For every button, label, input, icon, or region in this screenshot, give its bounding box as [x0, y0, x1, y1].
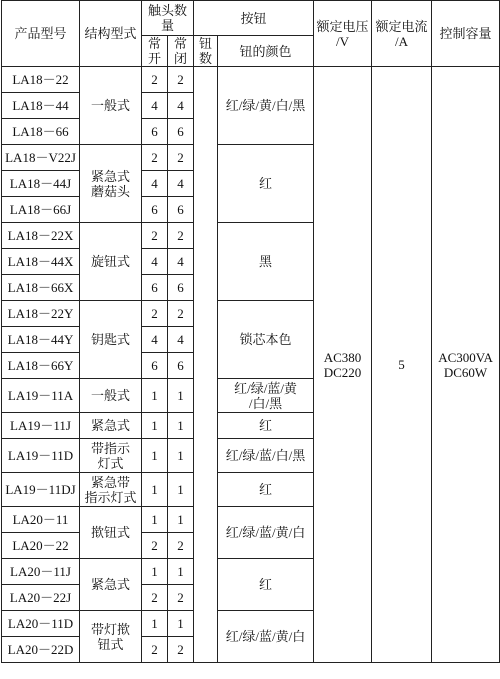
- nc-cell: 4: [168, 327, 194, 353]
- header-no: 常开: [142, 36, 168, 67]
- structure-cell: 旋钮式: [80, 223, 142, 301]
- nc-cell: 6: [168, 275, 194, 301]
- nc-cell: 6: [168, 353, 194, 379]
- no-cell: 1: [142, 559, 168, 585]
- header-button-color: 钮的颜色: [218, 36, 314, 67]
- model-cell: LA18－V22J: [2, 145, 80, 171]
- model-cell: LA18－66: [2, 119, 80, 145]
- color-cell: 红/绿/黄/白/黑: [218, 67, 314, 145]
- structure-cell: 一般式: [80, 67, 142, 145]
- header-voltage: 额定电压 /V: [314, 1, 372, 67]
- model-cell: LA18－44: [2, 93, 80, 119]
- nc-cell: 1: [168, 559, 194, 585]
- model-cell: LA19－11A: [2, 379, 80, 413]
- model-cell: LA20－22J: [2, 585, 80, 611]
- nc-cell: 6: [168, 197, 194, 223]
- model-cell: LA19－11D: [2, 439, 80, 473]
- nc-cell: 4: [168, 249, 194, 275]
- structure-cell: 带灯揿 钮式: [80, 611, 142, 663]
- structure-cell: 紧急式: [80, 559, 142, 611]
- color-cell: 红: [218, 473, 314, 507]
- no-cell: 2: [142, 145, 168, 171]
- model-cell: LA18－66J: [2, 197, 80, 223]
- header-current: 额定电流 /A: [372, 1, 432, 67]
- nc-cell: 2: [168, 585, 194, 611]
- model-cell: LA18－44X: [2, 249, 80, 275]
- model-cell: LA20－22: [2, 533, 80, 559]
- no-cell: 1: [142, 507, 168, 533]
- nc-cell: 1: [168, 413, 194, 439]
- no-cell: 6: [142, 353, 168, 379]
- nc-cell: 1: [168, 473, 194, 507]
- model-cell: LA18－44Y: [2, 327, 80, 353]
- nc-cell: 4: [168, 93, 194, 119]
- nc-cell: 6: [168, 119, 194, 145]
- structure-cell: 紧急式: [80, 413, 142, 439]
- header-model: 产品型号: [2, 1, 80, 67]
- no-cell: 4: [142, 171, 168, 197]
- nc-cell: 2: [168, 301, 194, 327]
- structure-cell: 带指示 灯式: [80, 439, 142, 473]
- no-cell: 4: [142, 327, 168, 353]
- no-cell: 1: [142, 413, 168, 439]
- nc-cell: 2: [168, 223, 194, 249]
- header-contacts: 触头数量: [142, 1, 194, 36]
- model-cell: LA20－11: [2, 507, 80, 533]
- model-cell: LA18－66Y: [2, 353, 80, 379]
- no-cell: 2: [142, 301, 168, 327]
- nc-cell: 1: [168, 379, 194, 413]
- nc-cell: 2: [168, 637, 194, 663]
- header-structure: 结构型式: [80, 1, 142, 67]
- model-cell: LA18－22Y: [2, 301, 80, 327]
- model-cell: LA18－22: [2, 67, 80, 93]
- no-cell: 1: [142, 379, 168, 413]
- nc-cell: 2: [168, 533, 194, 559]
- no-cell: 2: [142, 67, 168, 93]
- voltage-cell: AC380 DC220: [314, 67, 372, 663]
- header-button-count: 钮数: [194, 36, 218, 67]
- nc-cell: 2: [168, 145, 194, 171]
- header-button: 按钮: [194, 1, 314, 36]
- color-cell: 锁芯本色: [218, 301, 314, 379]
- structure-cell: 揿钮式: [80, 507, 142, 559]
- color-cell: 红: [218, 145, 314, 223]
- color-cell: 红/绿/蓝/黄/白: [218, 507, 314, 559]
- model-cell: LA18－22X: [2, 223, 80, 249]
- no-cell: 6: [142, 197, 168, 223]
- no-cell: 4: [142, 93, 168, 119]
- color-cell: 红/绿/蓝/黄 /白/黑: [218, 379, 314, 413]
- model-cell: LA20－22D: [2, 637, 80, 663]
- nc-cell: 1: [168, 611, 194, 637]
- model-cell: LA19－11J: [2, 413, 80, 439]
- no-cell: 6: [142, 119, 168, 145]
- nc-cell: 1: [168, 507, 194, 533]
- model-cell: LA20－11J: [2, 559, 80, 585]
- nc-cell: 1: [168, 439, 194, 473]
- no-cell: 4: [142, 249, 168, 275]
- no-cell: 2: [142, 533, 168, 559]
- no-cell: 2: [142, 223, 168, 249]
- no-cell: 1: [142, 611, 168, 637]
- color-cell: 红: [218, 413, 314, 439]
- nc-cell: 2: [168, 67, 194, 93]
- button-count-cell: [194, 67, 218, 663]
- header-capacity: 控制容量: [432, 1, 500, 67]
- structure-cell: 钥匙式: [80, 301, 142, 379]
- no-cell: 6: [142, 275, 168, 301]
- no-cell: 1: [142, 473, 168, 507]
- no-cell: 2: [142, 585, 168, 611]
- spec-table: [1, 0, 500, 663]
- model-cell: LA18－66X: [2, 275, 80, 301]
- no-cell: 1: [142, 439, 168, 473]
- structure-cell: 紧急带 指示灯式: [80, 473, 142, 507]
- structure-cell: 紧急式 蘑菇头: [80, 145, 142, 223]
- capacity-cell: AC300VA DC60W: [432, 67, 500, 663]
- structure-cell: 一般式: [80, 379, 142, 413]
- model-cell: LA19－11DJ: [2, 473, 80, 507]
- color-cell: 红/绿/蓝/白/黑: [218, 439, 314, 473]
- no-cell: 2: [142, 637, 168, 663]
- color-cell: 黑: [218, 223, 314, 301]
- nc-cell: 4: [168, 171, 194, 197]
- color-cell: 红: [218, 559, 314, 611]
- model-cell: LA20－11D: [2, 611, 80, 637]
- header-nc: 常闭: [168, 36, 194, 67]
- current-cell: 5: [372, 67, 432, 663]
- model-cell: LA18－44J: [2, 171, 80, 197]
- color-cell: 红/绿/蓝/黄/白: [218, 611, 314, 663]
